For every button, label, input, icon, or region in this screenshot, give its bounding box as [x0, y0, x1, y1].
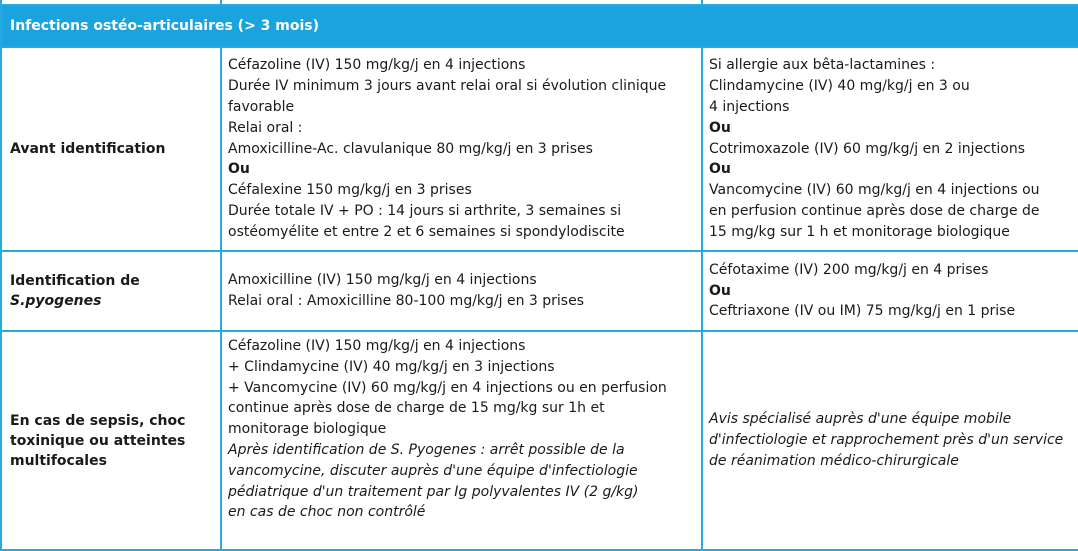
alternative-treatment-cell: Si allergie aux bêta-lactamines : Clindamycine (IV) 40 mg/kg/j en 3 ou 4 injections Ou Cotrimoxazole (IV) 60 mg/kg/j en 2 injections Ou Vancomycine (IV) 60 mg/kg/j en 4 injections ou en perfusion continue après dose de charge de 15 mg/kg sur 1 h et monitorage biologique — [702, 47, 1078, 251]
table-row — [1, 331, 1078, 550]
table-row — [1, 251, 1078, 331]
table-header-title: Infections ostéo-articulaires (> 3 mois) — [1, 5, 1078, 47]
specialist-advice-cell: Avis spécialisé auprès d'une équipe mobile d'infectiologie et rapprochement près d'un service de réanimation médico-chirurgicale — [702, 331, 1078, 550]
row-label: Avant identification — [1, 47, 221, 251]
first-line-treatment-cell: Amoxicilline (IV) 150 mg/kg/j en 4 injections Relai oral : Amoxicilline 80-100 mg/kg/j en 3 prises — [221, 251, 702, 331]
table-header-row — [1, 5, 1078, 47]
first-line-treatment-cell: Céfazoline (IV) 150 mg/kg/j en 4 injections Durée IV minimum 3 jours avant relai oral si évolution clinique favorable Relai oral : Amoxicilline-Ac. clavulanique 80 mg/kg/j en 3 prises Ou Céfalexine 150 mg/kg/j en 3 prises Durée totale IV + PO : 14 jours si arthrite, 3 semaines si ostéomyélite et entre 2 et 6 semaines si spondylodiscite — [221, 47, 702, 251]
alternative-treatment-cell: Céfotaxime (IV) 200 mg/kg/j en 4 prises Ou Ceftriaxone (IV ou IM) 75 mg/kg/j en 1 prise — [702, 251, 1078, 331]
row-label: En cas de sepsis, choc toxinique ou atteintes multifocales — [1, 331, 221, 550]
row-label: Identification de S.pyogenes — [1, 251, 221, 331]
table-row — [1, 47, 1078, 251]
first-line-treatment-cell: Céfazoline (IV) 150 mg/kg/j en 4 injections + Clindamycine (IV) 40 mg/kg/j en 3 injections + Vancomycine (IV) 60 mg/kg/j en 4 injections ou en perfusion continue après dose de charge de 15 mg/kg sur 1h et monitorage biologique Après identification de S. Pyogenes : arrêt possible de la vancomycine, discuter auprès d'une équipe d'infectiologie pédiatrique d'un traitement par Ig polyvalentes IV (2 g/kg) en cas de choc non contrôlé — [221, 331, 702, 550]
